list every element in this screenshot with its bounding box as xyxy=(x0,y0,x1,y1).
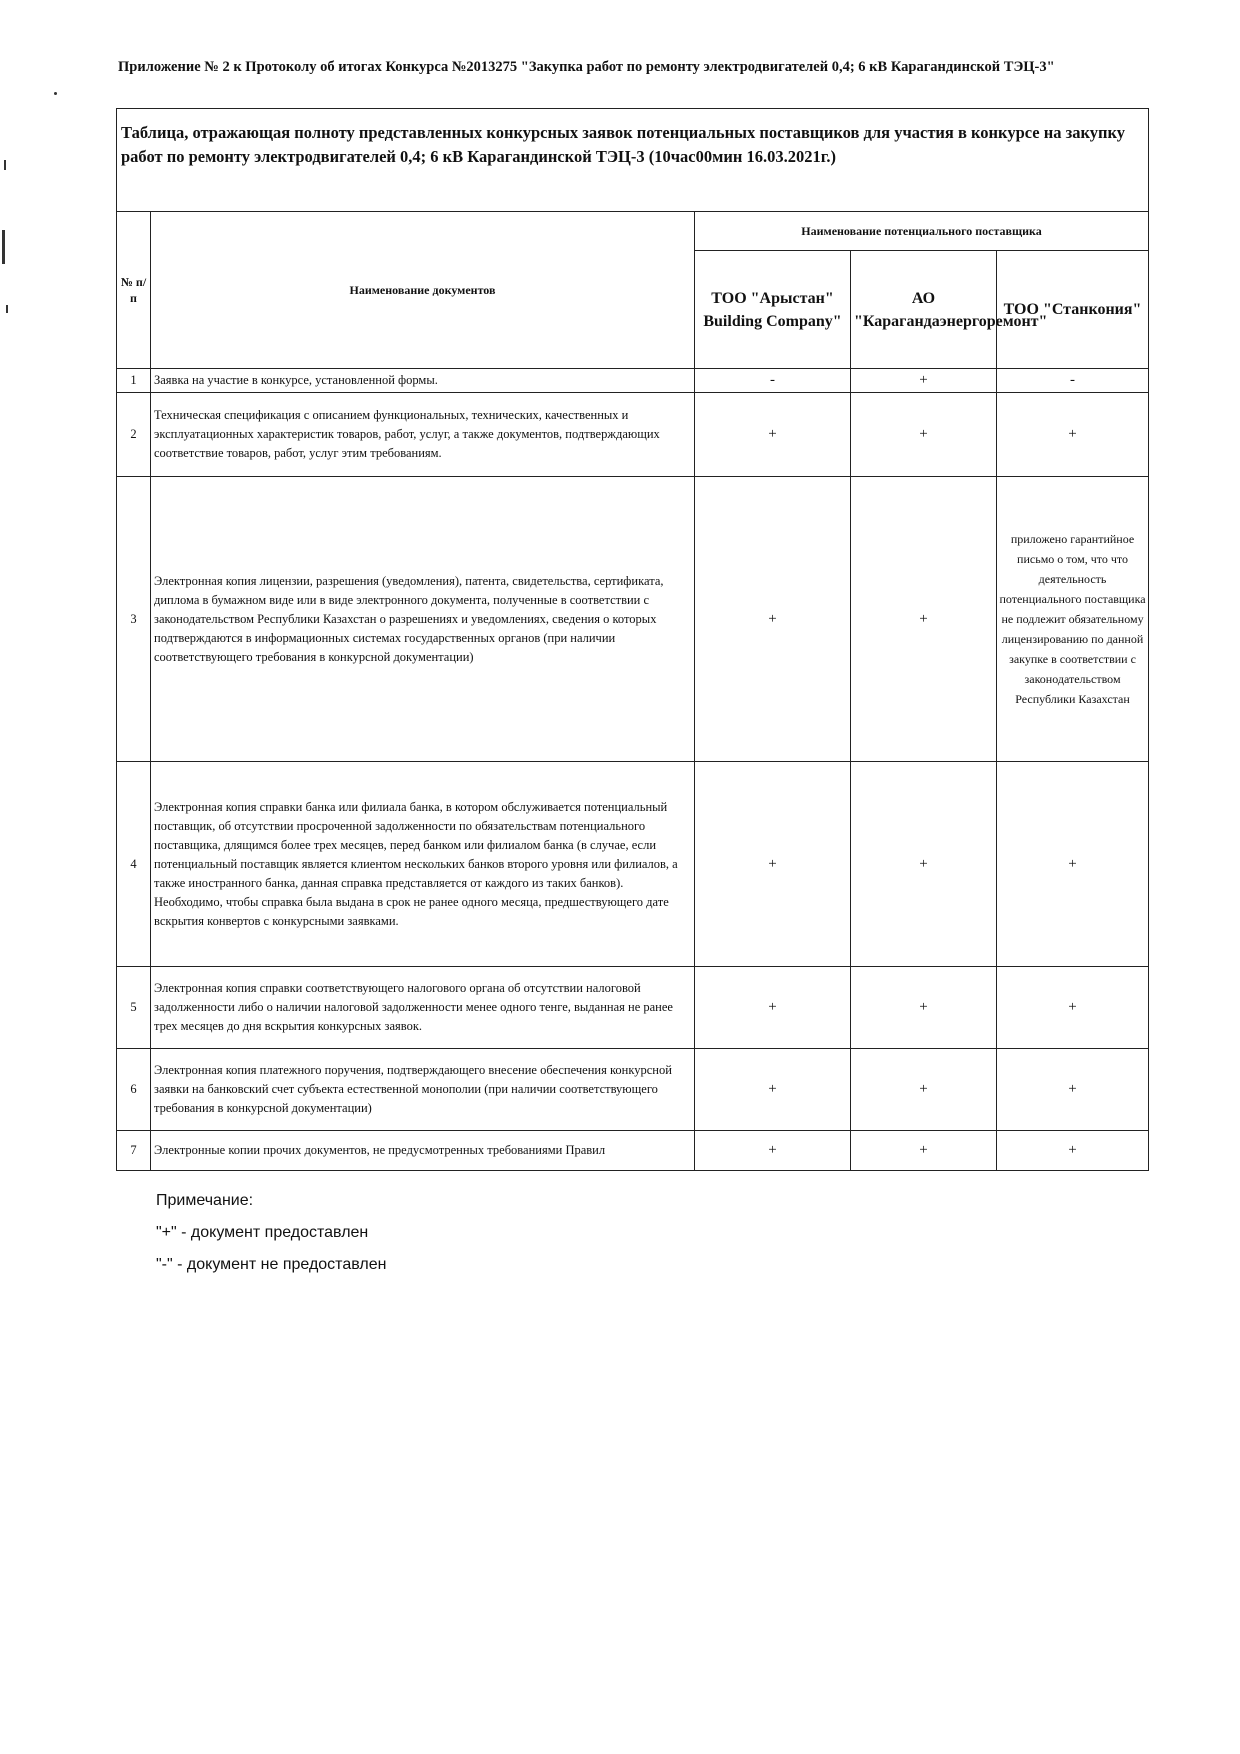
presence-mark: + xyxy=(851,1049,997,1131)
col-doc-header: Наименование документов xyxy=(151,212,695,369)
document-name: Электронная копия платежного поручения, подтверждающего внесение обеспечения конкурсной заявки на банковский счет субъекта естественной монополии (при наличии соответствующего требования в конкурсной документации) xyxy=(151,1049,695,1131)
table-row xyxy=(117,1131,1149,1171)
appendix-heading: Приложение № 2 к Протоколу об итогах Конкурса №2013275 "Закупка работ по ремонту электродвигателей 0,4; 6 кВ Карагандинской ТЭЦ-3" xyxy=(118,59,1055,75)
supplier-name: ТОО "Арыстан" Building Company" xyxy=(695,251,851,369)
completeness-table xyxy=(116,108,1149,1171)
table-row xyxy=(117,477,1149,762)
presence-mark: + xyxy=(851,1131,997,1171)
row-number: 3 xyxy=(117,477,151,762)
scan-edge-mark xyxy=(4,160,6,170)
table-title: Таблица, отражающая полноту представленных конкурсных заявок потенциальных поставщиков для участия в конкурсе на закупку работ по ремонту электродвигателей 0,4; 6 кВ Карагандинской ТЭЦ-3 (10час00мин 16.03.2021г.) xyxy=(117,109,1149,212)
presence-mark: + xyxy=(997,393,1149,477)
presence-mark: + xyxy=(695,967,851,1049)
suppliers-group-header: Наименование потенциального поставщика xyxy=(695,212,1149,251)
row-number: 1 xyxy=(117,369,151,393)
presence-mark: + xyxy=(997,762,1149,967)
header-row-1 xyxy=(117,212,1149,251)
row-number: 5 xyxy=(117,967,151,1049)
presence-mark: + xyxy=(695,393,851,477)
row-number: 7 xyxy=(117,1131,151,1171)
presence-mark: + xyxy=(851,477,997,762)
row-number: 6 xyxy=(117,1049,151,1131)
note-minus: "-" - документ не предоставлен xyxy=(156,1256,387,1273)
row-number: 2 xyxy=(117,393,151,477)
table-title-row xyxy=(117,109,1149,212)
scan-edge-mark xyxy=(2,230,5,264)
row-number: 4 xyxy=(117,762,151,967)
presence-mark: + xyxy=(695,1049,851,1131)
scan-edge-mark xyxy=(6,305,8,313)
presence-mark: + xyxy=(695,1131,851,1171)
table-row xyxy=(117,967,1149,1049)
document-name: Электронная копия лицензии, разрешения (уведомления), патента, свидетельства, сертификата, диплома в бумажном виде или в виде электронного документа, полученные в соответствии с законодательством Республики Казахстан о разрешениях и уведомлениях, сведения о которых подтверждаются в информационных системах государственных органов (при наличии соответствующего требования в конкурсной документации) xyxy=(151,477,695,762)
presence-mark: + xyxy=(851,393,997,477)
document-name: Электронная копия справки соответствующего налогового органа об отсутствии налоговой задолженности либо о наличии налоговой задолженности менее одного тенге, выданная не ранее трех месяцев до дня вскрытия конкурсных заявок. xyxy=(151,967,695,1049)
supplier-name: АО "Карагандаэнергоремонт" xyxy=(851,251,997,369)
table-row xyxy=(117,393,1149,477)
scan-speck xyxy=(54,92,57,95)
document-name: Электронная копия справки банка или филиала банка, в котором обслуживается потенциальный поставщик, об отсутствии просроченной задолженности по обязательствам потенциального поставщика, длящимся более трех месяцев, перед банком или филиалом банка (в случае, если потенциальный поставщик является клиентом нескольких банков второго уровня или филиалов, а также иностранного банка, данная справка представляется от каждого из таких банков). Необходимо, чтобы справка была выдана в срок не ранее одного месяца, предшествующего дате вскрытия конвертов с конкурсными заявками. xyxy=(151,762,695,967)
presence-mark: + xyxy=(695,762,851,967)
table-row xyxy=(117,369,1149,393)
table-row xyxy=(117,762,1149,967)
notes-title: Примечание: xyxy=(156,1192,254,1209)
presence-mark: + xyxy=(851,762,997,967)
presence-mark: + xyxy=(997,1131,1149,1171)
document-name: Техническая спецификация с описанием функциональных, технических, качественных и эксплуатационных характеристик товаров, работ, услуг, а также документов, подтверждающих соответствие товаров, работ, услуг этим требованиям. xyxy=(151,393,695,477)
note-plus: "+" - документ предоставлен xyxy=(156,1224,369,1241)
document-name: Электронные копии прочих документов, не предусмотренных требованиями Правил xyxy=(151,1131,695,1171)
presence-mark: - xyxy=(997,369,1149,393)
supplier-name: ТОО "Станкония" xyxy=(997,251,1149,369)
presence-mark: + xyxy=(851,369,997,393)
guarantee-letter-note: приложено гарантийное письмо о том, что что деятельность потенциального поставщика не подлежит обязательному лицензированию по данной закупке в соответствии с законодательством Республики Казахстан xyxy=(997,477,1149,762)
col-num-header: № п/п xyxy=(117,212,151,369)
presence-mark: - xyxy=(695,369,851,393)
presence-mark: + xyxy=(997,1049,1149,1131)
table-row xyxy=(117,1049,1149,1131)
presence-mark: + xyxy=(695,477,851,762)
document-name: Заявка на участие в конкурсе, установленной формы. xyxy=(151,369,695,393)
presence-mark: + xyxy=(997,967,1149,1049)
presence-mark: + xyxy=(851,967,997,1049)
